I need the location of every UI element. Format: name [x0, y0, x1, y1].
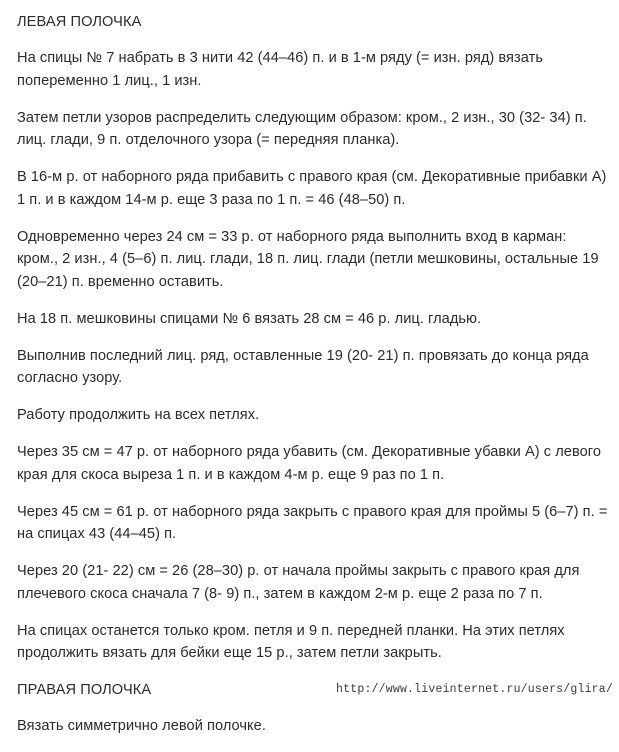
section-heading-left-front: ЛЕВАЯ ПОЛОЧКА — [17, 14, 142, 30]
paragraph: Через 45 см = 61 р. от наборного ряда закрыть с правого края для проймы 5 (6–7) п. = на спицах 43 (44–45) п. — [17, 503, 608, 542]
document-body — [17, 11, 609, 752]
paragraph: Одновременно через 24 см = 33 р. от наборного ряда выполнить вход в карман: кром., 2 изн., 4 (5–6) п. лиц. глади, 18 п. лиц. глади (петли мешковины, остальные 19 (20–21) п. временно оставить. — [17, 228, 599, 290]
paragraph: На спицы № 7 набрать в 3 нити 42 (44–46) п. и в 1-м ряду (= изн. ряд) вязать попеременно 1 лиц., 1 изн. — [17, 50, 543, 89]
section-heading-right-front: ПРАВАЯ ПОЛОЧКА — [17, 682, 152, 698]
paragraph: Через 35 см = 47 р. от наборного ряда убавить (см. Декоративные убавки А) с левого края для скоса выреза 1 п. и в каждом 4-м р. еще 9 раз по 1 п. — [17, 444, 601, 483]
paragraph: Вязать симметрично левой полочке. — [17, 718, 266, 734]
paragraph: Работу продолжить на всех петлях. — [17, 407, 260, 423]
paragraph: В 16-м р. от наборного ряда прибавить с правого края (см. Декоративные прибавки А) 1 п. и в каждом 14-м р. еще 3 раза по 1 п. = 46 (48–50) п. — [17, 169, 607, 208]
paragraph: На спицах останется только кром. петля и 9 п. передней планки. На этих петлях продолжить вязать для бейки еще 15 р., затем петли закрыть. — [17, 622, 565, 661]
paragraph: Через 20 (21- 22) см = 26 (28–30) р. от начала проймы закрыть с правого края для плечевого скоса сначала 7 (8- 9) п., затем в каждом 2-м р. еще 2 раза по 7 п. — [17, 563, 580, 602]
paragraph: Затем петли узоров распределить следующим образом: кром., 2 изн., 30 (32- 34) п. лиц. глади, 9 п. отделочного узора (= передняя планка). — [17, 109, 587, 148]
paragraph: Выполнив последний лиц. ряд, оставленные 19 (20- 21) п. провязать до конца ряда согласно узору. — [17, 347, 589, 386]
paragraph: На 18 п. мешковины спицами № 6 вязать 28 см = 46 р. лиц. гладью. — [17, 310, 482, 327]
watermark-url: http://www.liveinternet.ru/users/glira/ — [336, 683, 613, 696]
